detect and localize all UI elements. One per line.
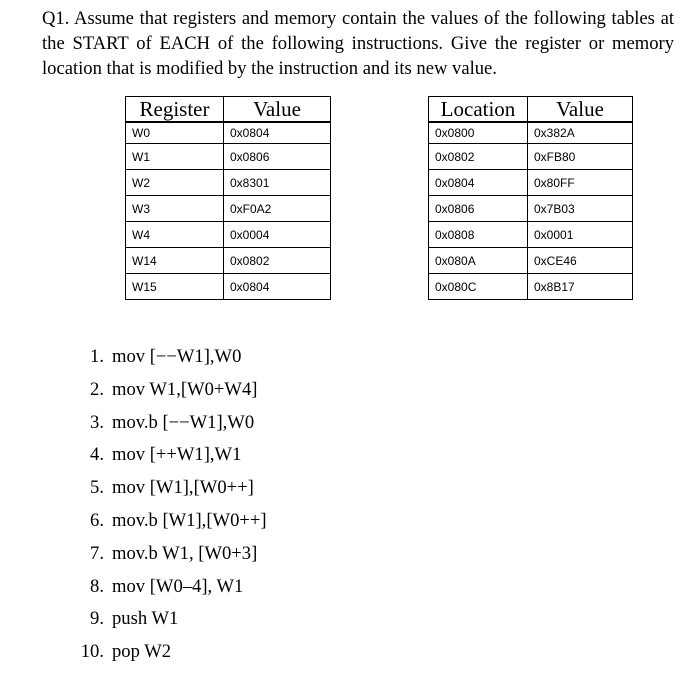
instruction-item bbox=[56, 439, 267, 472]
instruction-text: mov.b W1, [W0+3] bbox=[112, 542, 258, 564]
instruction-text: mov W1,[W0+W4] bbox=[112, 378, 258, 400]
location-header: Location bbox=[429, 97, 528, 123]
instruction-item bbox=[56, 571, 267, 604]
table-row bbox=[429, 122, 633, 144]
memory-value: 0xFB80 bbox=[528, 144, 633, 170]
instruction-number: 3. bbox=[90, 411, 104, 433]
question-text: Q1. Assume that registers and memory contain the values of the following tables at the START of EACH of the following instructions. Give the register or memory location that is modified by the instruction and its new value. bbox=[42, 8, 674, 79]
table-row bbox=[126, 170, 331, 196]
register-name: W4 bbox=[126, 222, 224, 248]
table-row bbox=[429, 222, 633, 248]
instruction-item bbox=[56, 636, 267, 669]
table-row bbox=[126, 222, 331, 248]
table-row bbox=[126, 122, 331, 144]
register-name: W15 bbox=[126, 274, 224, 300]
instruction-item bbox=[56, 341, 267, 374]
instruction-text: push W1 bbox=[112, 608, 179, 630]
table-row bbox=[429, 248, 633, 274]
instruction-text: pop W2 bbox=[112, 641, 172, 663]
register-value: 0x8301 bbox=[224, 170, 331, 196]
register-name: W2 bbox=[126, 170, 224, 196]
memory-location: 0x0802 bbox=[429, 144, 528, 170]
register-value: 0x0004 bbox=[224, 222, 331, 248]
memory-value-header: Value bbox=[528, 97, 633, 123]
instruction-item bbox=[56, 374, 267, 407]
table-row bbox=[126, 274, 331, 300]
table-row bbox=[126, 248, 331, 274]
memory-value: 0xCE46 bbox=[528, 248, 633, 274]
instruction-number: 8. bbox=[90, 575, 104, 597]
instruction-number: 10. bbox=[80, 641, 104, 663]
instruction-number: 7. bbox=[90, 542, 104, 564]
instruction-number: 6. bbox=[90, 509, 104, 531]
register-name: W0 bbox=[126, 122, 224, 144]
instruction-text: mov.b [W1],[W0++] bbox=[112, 509, 267, 531]
memory-location: 0x0806 bbox=[429, 196, 528, 222]
register-value: 0x0802 bbox=[224, 248, 331, 274]
instruction-number: 1. bbox=[90, 346, 104, 367]
instruction-item bbox=[56, 538, 267, 571]
instruction-list bbox=[56, 341, 267, 669]
instruction-text: mov [W0–4], W1 bbox=[112, 575, 244, 597]
memory-location: 0x0808 bbox=[429, 222, 528, 248]
register-table bbox=[125, 96, 331, 300]
memory-location: 0x080A bbox=[429, 248, 528, 274]
register-value-header: Value bbox=[224, 97, 331, 123]
instruction-number: 5. bbox=[90, 477, 104, 499]
instruction-text: mov [−−W1],W0 bbox=[112, 346, 242, 367]
register-name: W3 bbox=[126, 196, 224, 222]
memory-value: 0x382A bbox=[528, 122, 633, 144]
instruction-item bbox=[56, 505, 267, 538]
register-value: 0x0806 bbox=[224, 144, 331, 170]
instruction-text: mov [++W1],W1 bbox=[112, 444, 242, 466]
table-row bbox=[126, 144, 331, 170]
memory-location: 0x0800 bbox=[429, 122, 528, 144]
memory-value: 0x80FF bbox=[528, 170, 633, 196]
register-header: Register bbox=[126, 97, 224, 123]
instruction-text: mov.b [−−W1],W0 bbox=[112, 411, 255, 433]
register-value: 0xF0A2 bbox=[224, 196, 331, 222]
memory-value: 0x0001 bbox=[528, 222, 633, 248]
table-row bbox=[126, 196, 331, 222]
instruction-number: 4. bbox=[90, 444, 104, 466]
instruction-item bbox=[56, 603, 267, 636]
instruction-number: 2. bbox=[90, 378, 104, 400]
memory-table bbox=[428, 96, 633, 300]
instruction-item bbox=[56, 472, 267, 505]
memory-value: 0x7B03 bbox=[528, 196, 633, 222]
register-value: 0x0804 bbox=[224, 122, 331, 144]
memory-location: 0x0804 bbox=[429, 170, 528, 196]
table-row bbox=[429, 274, 633, 300]
table-row bbox=[429, 196, 633, 222]
memory-location: 0x080C bbox=[429, 274, 528, 300]
instruction-text: mov [W1],[W0++] bbox=[112, 477, 254, 499]
table-row bbox=[429, 144, 633, 170]
table-row bbox=[429, 170, 633, 196]
register-name: W14 bbox=[126, 248, 224, 274]
register-name: W1 bbox=[126, 144, 224, 170]
instruction-number: 9. bbox=[90, 608, 104, 630]
memory-value: 0x8B17 bbox=[528, 274, 633, 300]
register-value: 0x0804 bbox=[224, 274, 331, 300]
instruction-item bbox=[56, 407, 267, 440]
